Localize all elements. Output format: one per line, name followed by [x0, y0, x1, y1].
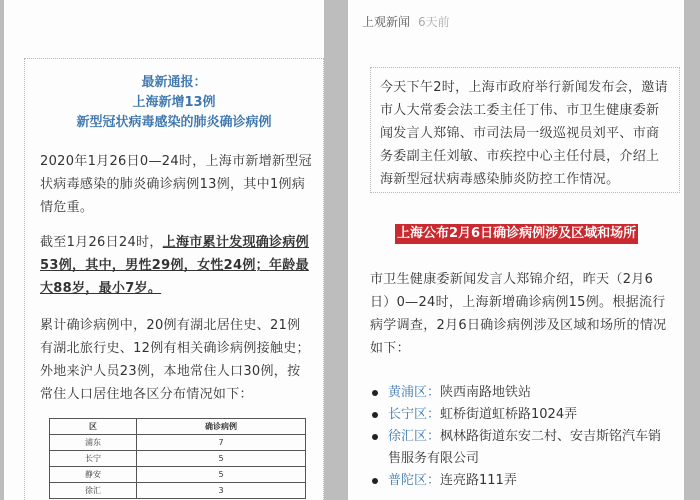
article-meta	[362, 13, 450, 30]
cell-district: 徐汇	[50, 483, 137, 499]
header-cases: 确诊病例	[137, 419, 306, 435]
location-place: 陕西南路地铁站	[440, 385, 532, 400]
header-district: 区	[50, 419, 137, 435]
cell-district: 长宁	[50, 451, 137, 467]
bullet-icon	[372, 478, 378, 484]
district-link[interactable]: 徐汇区：	[388, 429, 441, 444]
table-row	[50, 435, 306, 451]
list-item	[368, 382, 668, 404]
paragraph-cumulative	[40, 231, 312, 300]
announcement-paragraph: 市卫生健康委新闻发言人郑锦介绍，昨天（2月6日）0—24时，上海新增确诊病例15例。根据流行病学调查，2月6日确诊病例涉及区域和场所的情况如下：	[370, 272, 667, 356]
source-name[interactable]: 上观新闻	[362, 15, 411, 29]
right-article-card	[348, 0, 684, 500]
cell-district: 静安	[50, 467, 137, 483]
location-place: 虹桥街道虹桥路1024弄	[440, 407, 578, 422]
notice-title-line3: 新型冠状病毒感染的肺炎确诊病例	[76, 115, 272, 130]
cell-district: 浦东	[50, 435, 137, 451]
notice-title-line1: 最新通报：	[141, 75, 207, 90]
table-row	[50, 467, 306, 483]
table-row	[50, 483, 306, 499]
district-link[interactable]: 黄浦区：	[388, 385, 441, 400]
paragraph-daily-cases: 2020年1月26日0—24时，上海市新增新型冠状病毒感染的肺炎确诊病例13例，其中1例病情危重。	[40, 154, 312, 215]
location-place: 连亮路111弄	[440, 473, 517, 488]
paragraph-breakdown: 累计确诊病例中，20例有湖北居住史、21例有湖北旅行史、12例有相关确诊病例接触史；外地来沪人员23例，本地常住人口30例，按常住人口居住地各区分布情况如下：	[40, 318, 310, 402]
intro-paragraph: 今天下午2时，上海市政府举行新闻发布会，邀请市人大常委会法工委主任丁伟、市卫生健康委新闻发言人郑锦、市司法局一级巡视员刘平、市商务委副主任刘敏、市疾控中心主任付晨，介绍上海新型冠状病毒感染肺炎防控工作情况。	[380, 80, 668, 187]
cumulative-date: 截至1月26日24时，	[40, 235, 163, 250]
list-item	[368, 404, 668, 426]
bullet-icon	[372, 390, 378, 396]
cell-cases: 5	[137, 467, 306, 483]
left-article-card	[4, 0, 324, 500]
table-header-row	[50, 419, 306, 435]
table-row	[50, 451, 306, 467]
list-item	[368, 470, 668, 492]
cumulative-summary: 上海市累计发现确诊病例53例，其中，男性29例，女性24例；年龄最大88岁，最小7岁。	[40, 235, 309, 296]
red-headline-banner: 上海公布2月6日确诊病例涉及区域和场所	[395, 224, 638, 244]
location-place: 枫林路街道东安二村、安吉斯铭汽车销售服务有限公司	[388, 429, 662, 466]
cell-cases: 3	[137, 483, 306, 499]
list-item	[368, 426, 668, 470]
cell-cases: 5	[137, 451, 306, 467]
publish-time: 6天前	[418, 15, 450, 29]
district-cases-table	[49, 418, 306, 499]
location-list	[368, 382, 668, 492]
notice-title-line2: 上海新增13例	[132, 95, 216, 110]
bullet-icon	[372, 434, 378, 440]
district-link[interactable]: 普陀区：	[388, 473, 441, 488]
bullet-icon	[372, 412, 378, 418]
district-link[interactable]: 长宁区：	[388, 407, 441, 422]
cell-cases: 7	[137, 435, 306, 451]
